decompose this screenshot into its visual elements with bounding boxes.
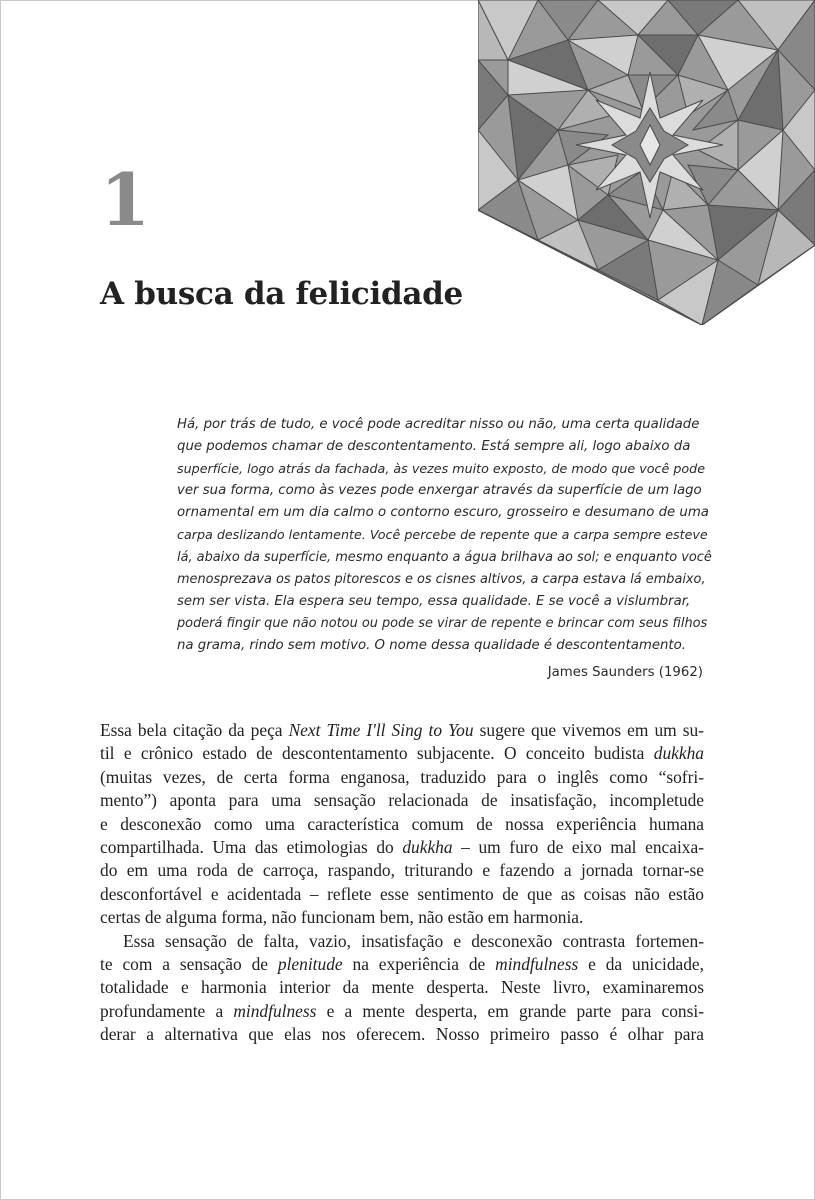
body-line: desconfortável e acidentada – reflete esse sentimento de que as coisas não estão bbox=[100, 883, 704, 904]
epigraph-line: sem ser vista. Ela espera seu tempo, essa qualidade. E se você a vislumbrar, bbox=[177, 593, 691, 609]
body-line: compartilhada. Uma das etimologias do dukkha – um furo de eixo mal encaixa- bbox=[100, 837, 704, 858]
epigraph bbox=[177, 414, 713, 657]
term-mindfulness: mindfulness bbox=[233, 1000, 317, 1021]
epigraph-attribution: James Saunders (1962) bbox=[547, 665, 703, 680]
chapter-number: 1 bbox=[100, 157, 151, 242]
term-plenitude: plenitude bbox=[277, 954, 343, 975]
body-line: e desconexão como uma característica comum de nossa experiência humana bbox=[100, 813, 704, 834]
epigraph-line: ornamental em um dia calmo o contorno escuro, grosseiro e desumano de uma bbox=[177, 505, 709, 521]
body-line: certas de alguma forma, não funcionam bem, não estão em harmonia. bbox=[100, 907, 584, 928]
body-line: til e crônico estado de descontentamento subjacente. O conceito budista dukkha bbox=[100, 743, 704, 764]
body-text bbox=[100, 719, 704, 1047]
epigraph-line: Há, por trás de tudo, e você pode acreditar nisso ou não, uma certa qualidade bbox=[177, 417, 700, 432]
epigraph-line: ver sua forma, como às vezes pode enxergar através da superfície de um lago bbox=[177, 483, 702, 499]
epigraph-line: na grama, rindo sem motivo. O nome dessa qualidade é descontentamento. bbox=[177, 637, 687, 653]
chapter-title: A busca da felicidade bbox=[100, 276, 463, 312]
epigraph-line: poderá fingir que não notou ou pode se virar de repente e brincar com seus filhos bbox=[177, 615, 708, 631]
epigraph-line: carpa deslizando lentamente. Você percebe de repente que a carpa sempre esteve bbox=[177, 527, 708, 543]
body-line: do em uma roda de carroça, raspando, triturando e fazendo a jornada tornar-se bbox=[100, 860, 704, 881]
epigraph-line: superfície, logo atrás da fachada, às vezes muito exposto, de modo que você pode bbox=[177, 461, 706, 477]
epigraph-line: lá, abaixo da superfície, mesmo enquanto a água brilhava ao sol; e enquanto você bbox=[177, 549, 712, 565]
term-dukkha: dukkha bbox=[402, 837, 453, 858]
body-line: totalidade e harmonia interior da mente desperta. Neste livro, examinaremos bbox=[100, 977, 704, 998]
term-dukkha: dukkha bbox=[653, 743, 704, 764]
body-line: (muitas vezes, de certa forma enganosa, traduzido para o inglês como “sofri- bbox=[100, 766, 704, 787]
geometric-ornament bbox=[478, 0, 815, 325]
body-line: profundamente a mindfulness e a mente desperta, em grande parte para consi- bbox=[100, 1000, 704, 1021]
body-line: Essa sensação de falta, vazio, insatisfação e desconexão contrasta fortemen- bbox=[123, 930, 704, 951]
body-line: Essa bela citação da peça Next Time I'll Sing to You sugere que vivemos em um su- bbox=[100, 720, 704, 740]
body-line: derar a alternativa que elas nos oferecem. Nosso primeiro passo é olhar para bbox=[100, 1024, 704, 1045]
body-line: mento”) aponta para uma sensação relacionada de insatisfação, incompletude bbox=[100, 790, 704, 811]
epigraph-line: menosprezava os patos pitorescos e os cisnes altivos, a carpa estava lá embaixo, bbox=[177, 571, 706, 587]
play-title: Next Time I'll Sing to You bbox=[288, 720, 474, 740]
term-mindfulness: mindfulness bbox=[495, 954, 579, 975]
epigraph-line: que podemos chamar de descontentamento. Está sempre ali, logo abaixo da bbox=[177, 439, 691, 455]
body-line: te com a sensação de plenitude na experiência de mindfulness e da unicidade, bbox=[100, 954, 704, 975]
